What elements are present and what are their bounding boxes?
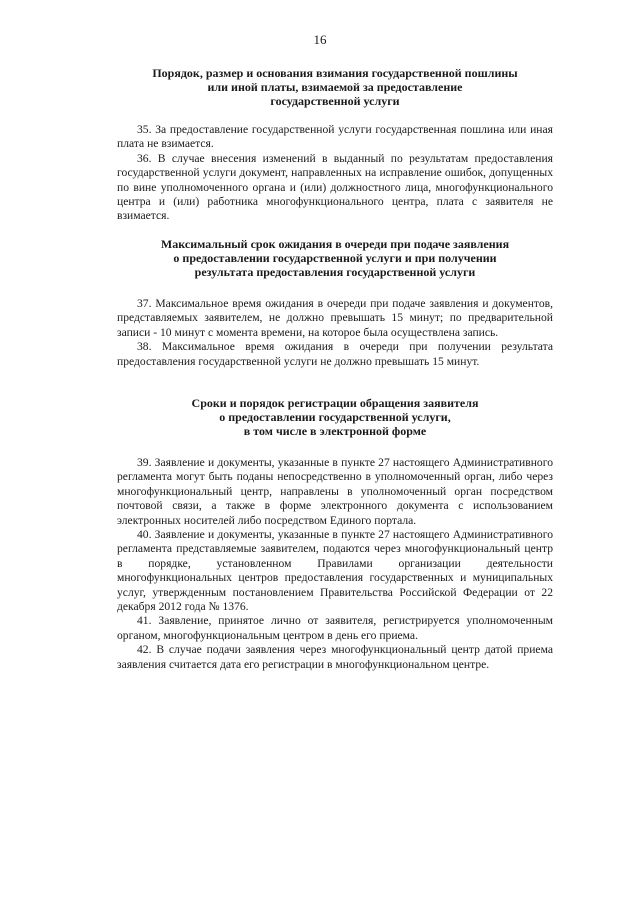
section-body-registration <box>117 456 553 672</box>
heading-line: Порядок, размер и основания взимания государственной пошлины <box>152 66 518 80</box>
heading-line: в том числе в электронной форме <box>243 424 427 438</box>
paragraph-41: 41. Заявление, принятое лично от заявителя, регистрируется уполномоченным органом, многофункциональным центром в день его приема. <box>117 614 553 642</box>
heading-line: Сроки и порядок регистрации обращения заявителя <box>191 396 479 410</box>
heading-line: о предоставлении государственной услуги и при получении <box>173 251 497 265</box>
heading-line: государственной услуги <box>270 94 400 108</box>
heading-line: Максимальный срок ожидания в очереди при подаче заявления <box>160 237 510 251</box>
section-heading-fee <box>117 66 553 108</box>
paragraph-40: 40. Заявление и документы, указанные в пункте 27 настоящего Административного регламента представляемые заявителем, подаются через многофункциональный центр в порядке, установленном Правилами организации деятельности многофункциональных центров предоставления государственных и муниципальных услуг, утвержденным постановлением Правительства Российской Федерации от 22 декабря 2012 года № 1376. <box>117 528 553 614</box>
section-heading-queue-time <box>117 237 553 279</box>
paragraph-36: 36. В случае внесения изменений в выданный по результатам предоставления государственной услуги документ, направленных на исправление ошибок, допущенных по вине уполномоченного органа и (или) должностного лица, многофункционального центра и (или) работника многофункционального центра, плата с заявителя не взимается. <box>117 151 553 223</box>
heading-line: или иной платы, взимаемой за предоставление <box>207 80 463 94</box>
paragraph-37: 37. Максимальное время ожидания в очереди при подаче заявления и документов, представляемых заявителем, не должно превышать 15 минут; по предварительной записи - 10 минут с момента времени, на которое была осуществлена запись. <box>117 297 553 339</box>
heading-line: результата предоставления государственной услуги <box>194 265 476 279</box>
paragraph-38: 38. Максимальное время ожидания в очереди при получении результата предоставления государственной услуги не должно превышать 15 минут. <box>117 340 553 368</box>
paragraph-35: 35. За предоставление государственной услуги государственная пошлина или иная плата не взимается. <box>117 123 553 151</box>
section-body-queue-time <box>117 297 553 369</box>
section-heading-registration <box>117 396 553 438</box>
paragraph-42: 42. В случае подачи заявления через многофункциональный центр датой приема заявления считается дата его регистрации в многофункциональном центре. <box>117 643 553 671</box>
paragraph-39: 39. Заявление и документы, указанные в пункте 27 настоящего Административного регламента могут быть поданы непосредственно в уполномоченный орган, либо через многофункциональный центр, направлены в уполномоченный орган посредством почтовой связи, а также в форме электронного документа с использованием электронных носителей либо посредством Единого портала. <box>117 456 553 527</box>
page-number: 16 <box>313 32 327 47</box>
heading-line: о предоставлении государственной услуги, <box>219 410 451 424</box>
section-body-fee <box>117 123 553 224</box>
